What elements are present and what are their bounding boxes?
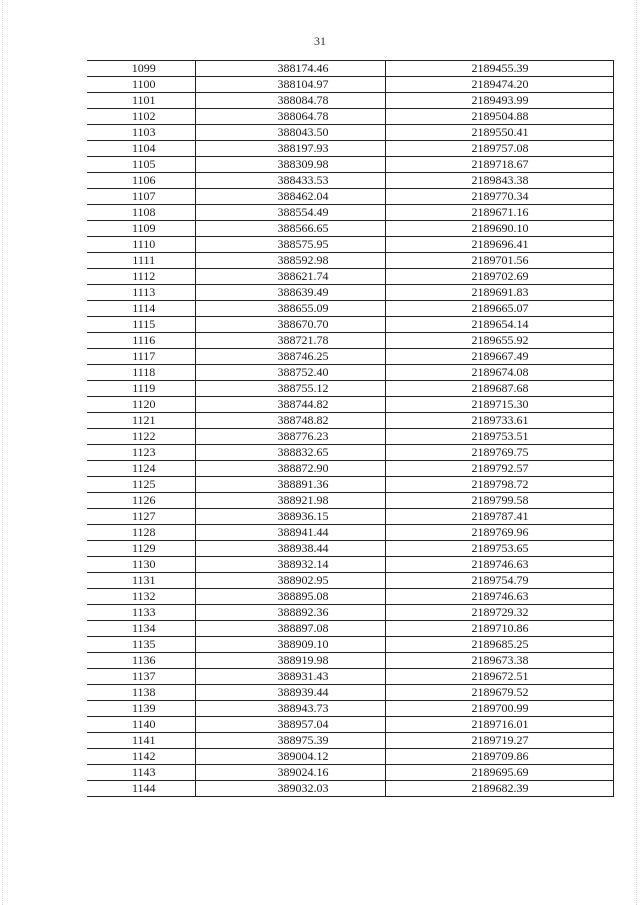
- y-coordinate-cell: 2189691.83: [385, 285, 613, 301]
- point-number-cell: 1124: [87, 461, 195, 477]
- table-row: [87, 621, 613, 637]
- x-coordinate-cell: 388943.73: [195, 701, 385, 717]
- y-coordinate-cell: 2189718.67: [385, 157, 613, 173]
- x-coordinate-cell: 388872.90: [195, 461, 385, 477]
- table-row: [87, 637, 613, 653]
- point-number-cell: 1138: [87, 685, 195, 701]
- point-number-cell: 1135: [87, 637, 195, 653]
- y-coordinate-cell: 2189787.41: [385, 509, 613, 525]
- point-number-cell: 1140: [87, 717, 195, 733]
- x-coordinate-cell: 388936.15: [195, 509, 385, 525]
- y-coordinate-cell: 2189671.16: [385, 205, 613, 221]
- point-number-cell: 1136: [87, 653, 195, 669]
- y-coordinate-cell: 2189746.63: [385, 589, 613, 605]
- table-row: [87, 157, 613, 173]
- point-number-cell: 1127: [87, 509, 195, 525]
- y-coordinate-cell: 2189701.56: [385, 253, 613, 269]
- x-coordinate-cell: 388941.44: [195, 525, 385, 541]
- point-number-cell: 1128: [87, 525, 195, 541]
- y-coordinate-cell: 2189753.65: [385, 541, 613, 557]
- point-number-cell: 1100: [87, 77, 195, 93]
- point-number-cell: 1131: [87, 573, 195, 589]
- y-coordinate-cell: 2189696.41: [385, 237, 613, 253]
- table-row: [87, 781, 613, 797]
- y-coordinate-cell: 2189754.79: [385, 573, 613, 589]
- x-coordinate-cell: 388938.44: [195, 541, 385, 557]
- table-row: [87, 301, 613, 317]
- table-row: [87, 365, 613, 381]
- point-number-cell: 1112: [87, 269, 195, 285]
- y-coordinate-cell: 2189769.75: [385, 445, 613, 461]
- point-number-cell: 1103: [87, 125, 195, 141]
- y-coordinate-cell: 2189715.30: [385, 397, 613, 413]
- y-coordinate-cell: 2189733.61: [385, 413, 613, 429]
- point-number-cell: 1104: [87, 141, 195, 157]
- x-coordinate-cell: 389032.03: [195, 781, 385, 797]
- table-row: [87, 61, 613, 77]
- table-row: [87, 493, 613, 509]
- x-coordinate-cell: 389004.12: [195, 749, 385, 765]
- table-row: [87, 333, 613, 349]
- table-row: [87, 317, 613, 333]
- y-coordinate-cell: 2189687.68: [385, 381, 613, 397]
- x-coordinate-cell: 388752.40: [195, 365, 385, 381]
- y-coordinate-cell: 2189710.86: [385, 621, 613, 637]
- table-row: [87, 429, 613, 445]
- table-row: [87, 557, 613, 573]
- x-coordinate-cell: 388575.95: [195, 237, 385, 253]
- table-row: [87, 413, 613, 429]
- y-coordinate-cell: 2189695.69: [385, 765, 613, 781]
- x-coordinate-cell: 388197.93: [195, 141, 385, 157]
- y-coordinate-cell: 2189709.86: [385, 749, 613, 765]
- y-coordinate-cell: 2189504.88: [385, 109, 613, 125]
- table-row: [87, 669, 613, 685]
- x-coordinate-cell: 388566.65: [195, 221, 385, 237]
- x-coordinate-cell: 388776.23: [195, 429, 385, 445]
- y-coordinate-cell: 2189655.92: [385, 333, 613, 349]
- point-number-cell: 1109: [87, 221, 195, 237]
- point-number-cell: 1139: [87, 701, 195, 717]
- point-number-cell: 1142: [87, 749, 195, 765]
- y-coordinate-cell: 2189690.10: [385, 221, 613, 237]
- x-coordinate-cell: 388655.09: [195, 301, 385, 317]
- x-coordinate-cell: 388957.04: [195, 717, 385, 733]
- x-coordinate-cell: 388744.82: [195, 397, 385, 413]
- point-number-cell: 1130: [87, 557, 195, 573]
- point-number-cell: 1137: [87, 669, 195, 685]
- y-coordinate-cell: 2189474.20: [385, 77, 613, 93]
- point-number-cell: 1116: [87, 333, 195, 349]
- point-number-cell: 1107: [87, 189, 195, 205]
- y-coordinate-cell: 2189654.14: [385, 317, 613, 333]
- table-row: [87, 605, 613, 621]
- x-coordinate-cell: 388174.46: [195, 61, 385, 77]
- x-coordinate-cell: 388043.50: [195, 125, 385, 141]
- x-coordinate-cell: 388721.78: [195, 333, 385, 349]
- x-coordinate-cell: 388462.04: [195, 189, 385, 205]
- table-row: [87, 141, 613, 157]
- x-coordinate-cell: 388592.98: [195, 253, 385, 269]
- point-number-cell: 1108: [87, 205, 195, 221]
- point-number-cell: 1132: [87, 589, 195, 605]
- y-coordinate-cell: 2189798.72: [385, 477, 613, 493]
- point-number-cell: 1111: [87, 253, 195, 269]
- point-number-cell: 1120: [87, 397, 195, 413]
- table-row: [87, 701, 613, 717]
- y-coordinate-cell: 2189792.57: [385, 461, 613, 477]
- x-coordinate-cell: 388891.36: [195, 477, 385, 493]
- table-row: [87, 285, 613, 301]
- left-edge-dots: [2, 0, 4, 905]
- table-row: [87, 525, 613, 541]
- table-row: [87, 125, 613, 141]
- table-row: [87, 77, 613, 93]
- coordinate-table: [87, 60, 614, 797]
- table-row: [87, 509, 613, 525]
- point-number-cell: 1105: [87, 157, 195, 173]
- page-number: 31: [314, 34, 326, 48]
- coordinate-table-container: [87, 60, 613, 797]
- y-coordinate-cell: 2189757.08: [385, 141, 613, 157]
- point-number-cell: 1133: [87, 605, 195, 621]
- y-coordinate-cell: 2189719.27: [385, 733, 613, 749]
- table-row: [87, 109, 613, 125]
- table-row: [87, 589, 613, 605]
- y-coordinate-cell: 2189665.07: [385, 301, 613, 317]
- table-row: [87, 189, 613, 205]
- point-number-cell: 1106: [87, 173, 195, 189]
- y-coordinate-cell: 2189700.99: [385, 701, 613, 717]
- point-number-cell: 1144: [87, 781, 195, 797]
- table-row: [87, 685, 613, 701]
- point-number-cell: 1129: [87, 541, 195, 557]
- point-number-cell: 1122: [87, 429, 195, 445]
- table-row: [87, 749, 613, 765]
- table-row: [87, 765, 613, 781]
- point-number-cell: 1134: [87, 621, 195, 637]
- y-coordinate-cell: 2189682.39: [385, 781, 613, 797]
- table-row: [87, 445, 613, 461]
- x-coordinate-cell: 388931.43: [195, 669, 385, 685]
- y-coordinate-cell: 2189729.32: [385, 605, 613, 621]
- y-coordinate-cell: 2189770.34: [385, 189, 613, 205]
- table-row: [87, 397, 613, 413]
- x-coordinate-cell: 388895.08: [195, 589, 385, 605]
- table-row: [87, 205, 613, 221]
- point-number-cell: 1099: [87, 61, 195, 77]
- y-coordinate-cell: 2189674.08: [385, 365, 613, 381]
- y-coordinate-cell: 2189716.01: [385, 717, 613, 733]
- y-coordinate-cell: 2189550.41: [385, 125, 613, 141]
- x-coordinate-cell: 389024.16: [195, 765, 385, 781]
- x-coordinate-cell: 388309.98: [195, 157, 385, 173]
- point-number-cell: 1102: [87, 109, 195, 125]
- y-coordinate-cell: 2189799.58: [385, 493, 613, 509]
- point-number-cell: 1118: [87, 365, 195, 381]
- y-coordinate-cell: 2189667.49: [385, 349, 613, 365]
- x-coordinate-cell: 388902.95: [195, 573, 385, 589]
- y-coordinate-cell: 2189673.38: [385, 653, 613, 669]
- table-row: [87, 381, 613, 397]
- x-coordinate-cell: 388621.74: [195, 269, 385, 285]
- coordinate-table-body: [87, 61, 613, 797]
- x-coordinate-cell: 388932.14: [195, 557, 385, 573]
- table-row: [87, 717, 613, 733]
- table-row: [87, 269, 613, 285]
- x-coordinate-cell: 388892.36: [195, 605, 385, 621]
- point-number-cell: 1110: [87, 237, 195, 253]
- point-number-cell: 1123: [87, 445, 195, 461]
- y-coordinate-cell: 2189746.63: [385, 557, 613, 573]
- x-coordinate-cell: 388909.10: [195, 637, 385, 653]
- y-coordinate-cell: 2189493.99: [385, 93, 613, 109]
- x-coordinate-cell: 388919.98: [195, 653, 385, 669]
- x-coordinate-cell: 388084.78: [195, 93, 385, 109]
- y-coordinate-cell: 2189769.96: [385, 525, 613, 541]
- x-coordinate-cell: 388975.39: [195, 733, 385, 749]
- x-coordinate-cell: 388939.44: [195, 685, 385, 701]
- point-number-cell: 1114: [87, 301, 195, 317]
- point-number-cell: 1141: [87, 733, 195, 749]
- x-coordinate-cell: 388897.08: [195, 621, 385, 637]
- x-coordinate-cell: 388748.82: [195, 413, 385, 429]
- x-coordinate-cell: 388639.49: [195, 285, 385, 301]
- point-number-cell: 1113: [87, 285, 195, 301]
- table-row: [87, 237, 613, 253]
- y-coordinate-cell: 2189685.25: [385, 637, 613, 653]
- y-coordinate-cell: 2189702.69: [385, 269, 613, 285]
- table-row: [87, 173, 613, 189]
- table-row: [87, 653, 613, 669]
- right-edge-dots: [636, 0, 638, 905]
- y-coordinate-cell: 2189843.38: [385, 173, 613, 189]
- x-coordinate-cell: 388921.98: [195, 493, 385, 509]
- y-coordinate-cell: 2189753.51: [385, 429, 613, 445]
- x-coordinate-cell: 388755.12: [195, 381, 385, 397]
- x-coordinate-cell: 388433.53: [195, 173, 385, 189]
- table-row: [87, 221, 613, 237]
- table-row: [87, 541, 613, 557]
- x-coordinate-cell: 388832.65: [195, 445, 385, 461]
- point-number-cell: 1115: [87, 317, 195, 333]
- point-number-cell: 1143: [87, 765, 195, 781]
- point-number-cell: 1101: [87, 93, 195, 109]
- point-number-cell: 1117: [87, 349, 195, 365]
- y-coordinate-cell: 2189679.52: [385, 685, 613, 701]
- point-number-cell: 1125: [87, 477, 195, 493]
- x-coordinate-cell: 388554.49: [195, 205, 385, 221]
- table-row: [87, 349, 613, 365]
- point-number-cell: 1121: [87, 413, 195, 429]
- table-row: [87, 253, 613, 269]
- y-coordinate-cell: 2189455.39: [385, 61, 613, 77]
- x-coordinate-cell: 388746.25: [195, 349, 385, 365]
- table-row: [87, 733, 613, 749]
- table-row: [87, 477, 613, 493]
- y-coordinate-cell: 2189672.51: [385, 669, 613, 685]
- table-row: [87, 573, 613, 589]
- x-coordinate-cell: 388104.97: [195, 77, 385, 93]
- point-number-cell: 1126: [87, 493, 195, 509]
- point-number-cell: 1119: [87, 381, 195, 397]
- table-row: [87, 461, 613, 477]
- table-row: [87, 93, 613, 109]
- x-coordinate-cell: 388670.70: [195, 317, 385, 333]
- x-coordinate-cell: 388064.78: [195, 109, 385, 125]
